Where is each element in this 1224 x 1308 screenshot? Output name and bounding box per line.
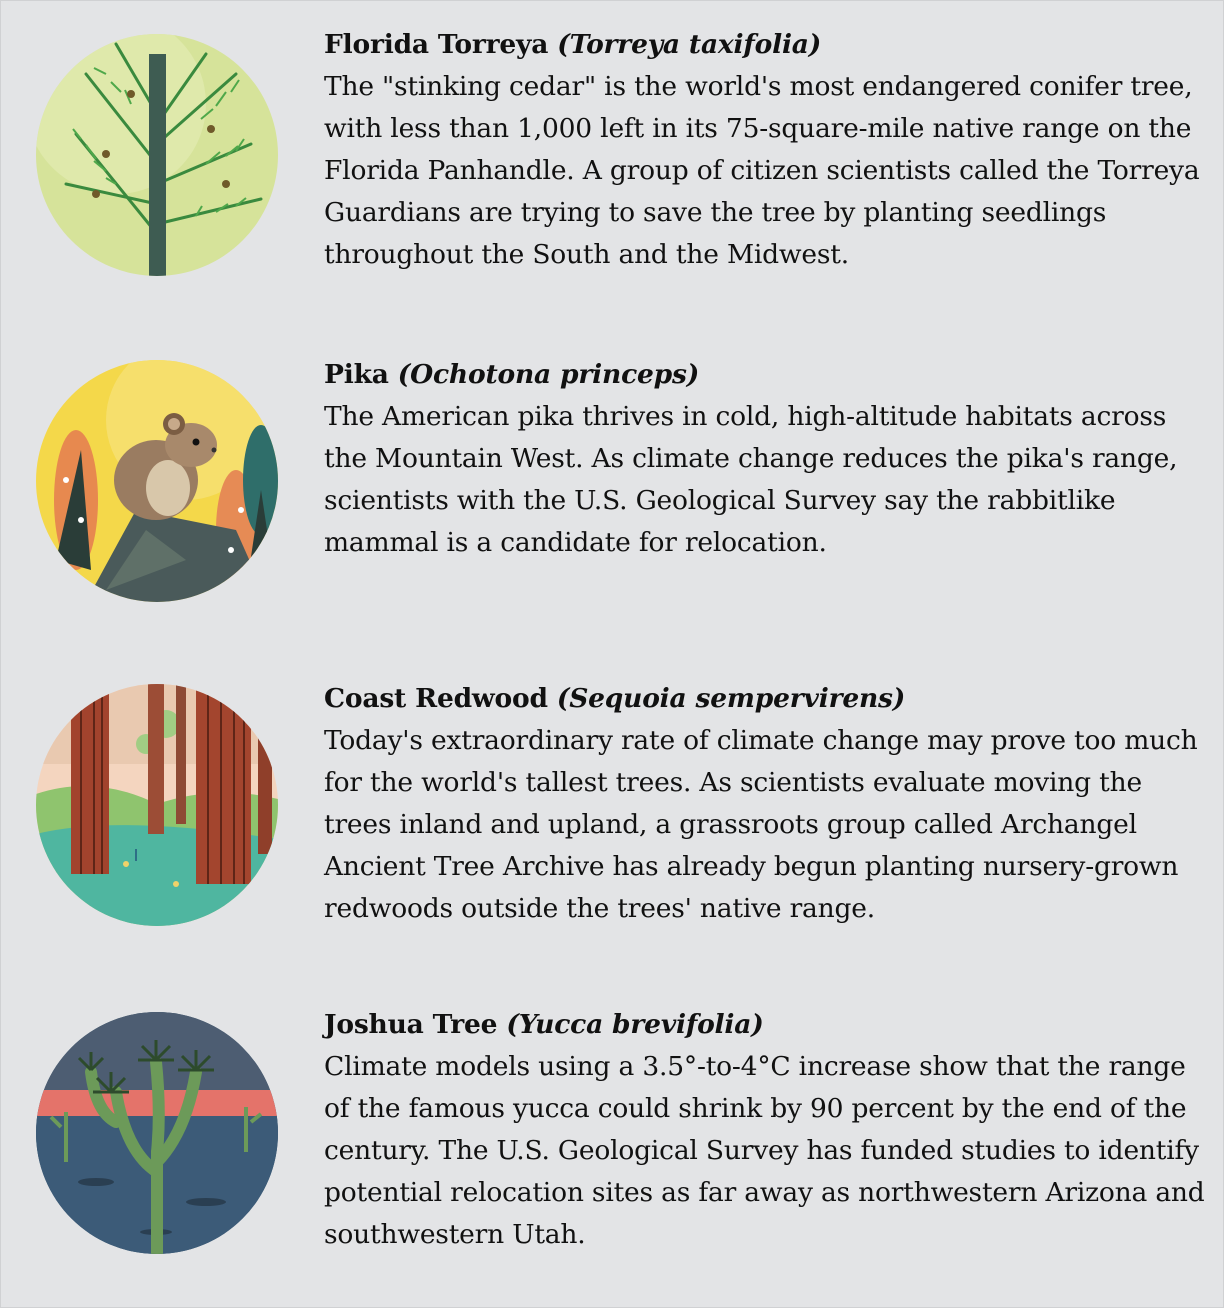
species-description: The "stinking cedar" is the world's most endangered conifer tree, with less than 1,000 left in its 75-square-mile native range on the Florida Panhandle. A group of citizen scientists called the Torreya Guardians are trying to save the tree by planting seedlings throughout the South and the Midwest. [324, 71, 1200, 270]
torreya-illustration [36, 34, 278, 276]
pika-illustration [36, 360, 278, 602]
scientific-name: (Ochotona princeps) [397, 359, 700, 390]
common-name: Joshua Tree [324, 1009, 498, 1040]
common-name: Coast Redwood [324, 683, 548, 714]
species-description: The American pika thrives in cold, high-altitude habitats across the Mountain West. As climate change reduces the pika's range, scientists with the U.S. Geological Survey say the rabbitlike mammal is a candidate for relocation. [324, 401, 1178, 558]
scientific-name: (Yucca brevifolia) [506, 1009, 764, 1040]
common-name: Florida Torreya [324, 29, 549, 60]
scientific-name: (Sequoia sempervirens) [556, 683, 906, 714]
species-title [324, 678, 1214, 720]
species-title [324, 24, 1214, 66]
species-description: Today's extraordinary rate of climate change may prove too much for the world's tallest trees. As scientists evaluate moving the trees inland and upland, a grassroots group called Archangel Ancient Tree Archive has already begun planting nursery-grown redwoods outside the trees' native range. [324, 725, 1198, 924]
joshua-tree-illustration [36, 1012, 278, 1254]
species-title [324, 354, 1214, 396]
species-description: Climate models using a 3.5°-to-4°C increase show that the range of the famous yucca could shrink by 90 percent by the end of the century. The U.S. Geological Survey has funded studies to identify potential relocation sites as far away as northwestern Arizona and southwestern Utah. [324, 1051, 1205, 1250]
redwood-illustration [36, 684, 278, 926]
common-name: Pika [324, 359, 389, 390]
species-title [324, 1004, 1214, 1046]
scientific-name: (Torreya taxifolia) [557, 29, 822, 60]
